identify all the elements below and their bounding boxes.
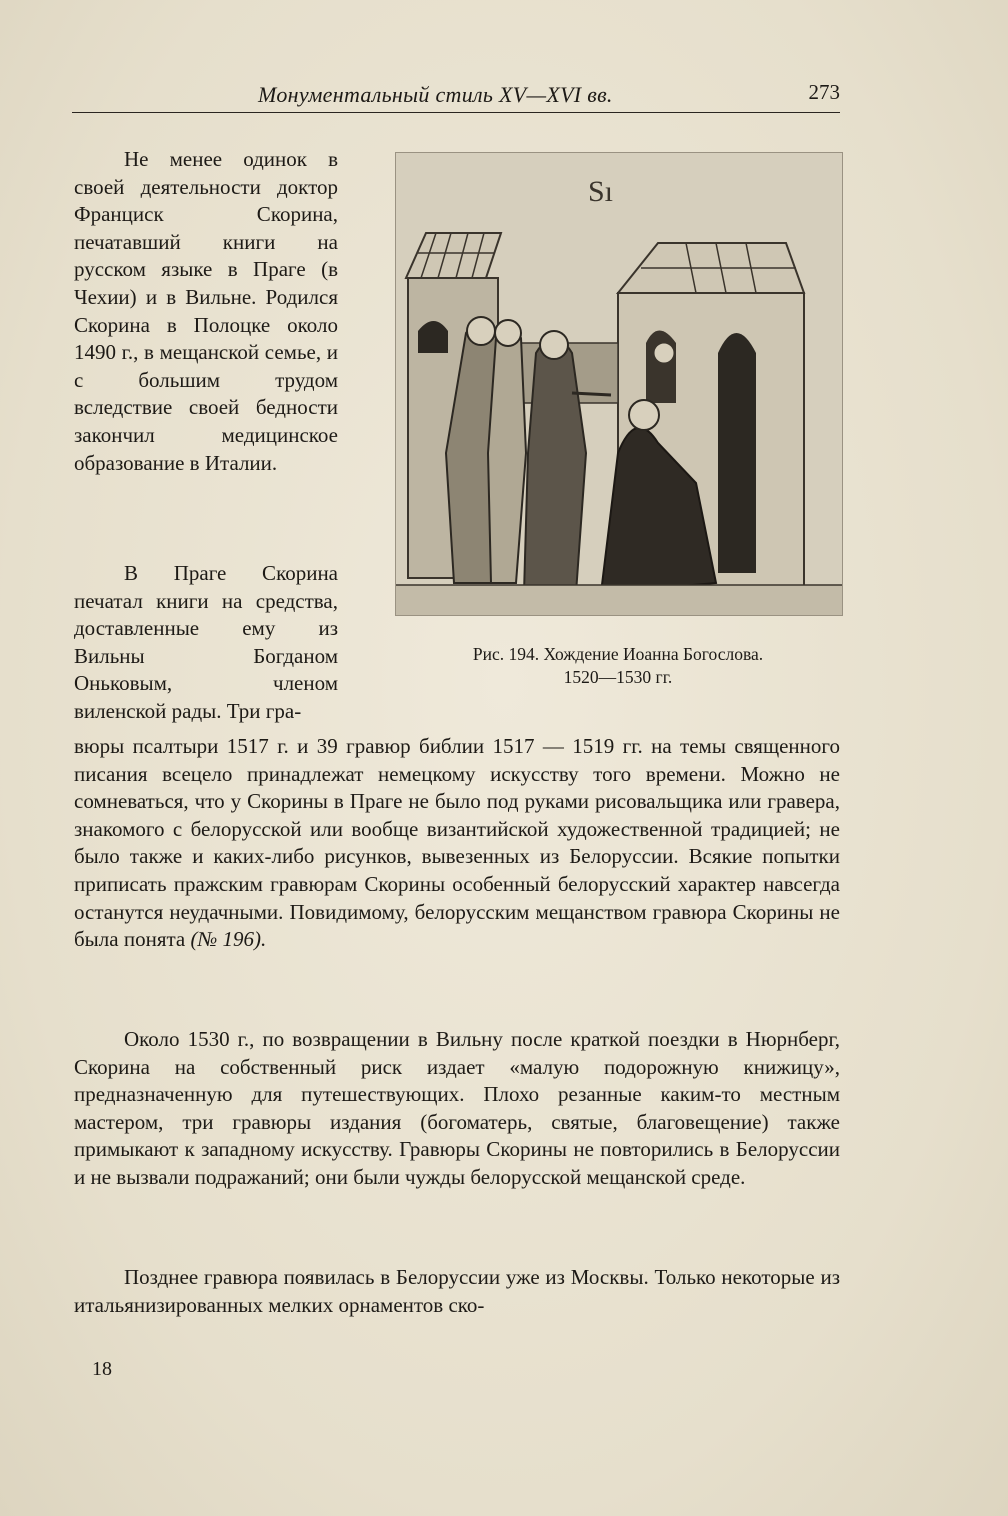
signature-mark: 18	[92, 1358, 112, 1380]
page-number: 273	[808, 80, 840, 104]
caption-dates: 1520—1530 гг.	[563, 667, 673, 687]
paragraph-2-start: В Праге Скорина печатал книги на средства, доставленные ему из Вильны Богданом Оньковым, членом виленской рады. Три гра-	[74, 561, 338, 723]
paragraph-1: Не менее одинок в своей деятельности доктор Франциск Скорина, печатавший книги на русском языке в Праге (в Чехии) и в Вильне. Родился Скорина в Полоцке около 1490 г., в мещанской семье, и с большим трудом вследствие своей бедности закончил медицинское образование в Италии.	[74, 147, 338, 475]
paragraph-4: Позднее гравюра появилась в Белоруссии уже из Москвы. Только некоторые из итальянизированных мелких орнаментов ско-	[74, 1265, 840, 1317]
engraving-illustration	[395, 152, 843, 616]
paragraph-2-text: вюры псалтыри 1517 г. и 39 гравюр библии 1517 — 1519 гг. на темы священного писания всецело принадлежат немецкому искусству того времени. Можно не сомневаться, что у Скорины в Праге не было под руками рисовальщика или гравера, знакомого с белорусской или вообще византийской художественной традицией; не было также и каких-либо рисунков, вывезенных из Белоруссии. Всякие попытки приписать пражским гравюрам Скорины особенный белорусский характер навсегда останутся неудачными. Повидимому, белорусским мещанством гравюра Скорины не была понята	[74, 734, 840, 952]
running-header	[72, 78, 840, 113]
running-title: Монументальный стиль XV—XVI вв.	[258, 82, 613, 107]
illustration-marking: Sı	[588, 175, 614, 208]
figure-caption	[395, 643, 841, 689]
engraving-drawing	[396, 153, 842, 615]
paragraph-2-continued	[74, 733, 840, 954]
figure-reference: (№ 196).	[190, 927, 267, 952]
paragraph-3: Около 1530 г., по возвращении в Вильну после краткой поездки в Нюрнберг, Скорина на собственный риск издает «малую подорожную книжицу», предназначенную для путешествующих. Плохо резанные каким-то местным мастером, три гравюры издания (богоматерь, святые, благовещение) также примыкают к западному искусству. Гравюры Скорины не повторились в Белоруссии и не вызвали подражаний; они были чужды белорусской мещанской среде.	[74, 1027, 840, 1189]
caption-title: Рис. 194. Хождение Иоанна Богослова.	[472, 644, 764, 664]
